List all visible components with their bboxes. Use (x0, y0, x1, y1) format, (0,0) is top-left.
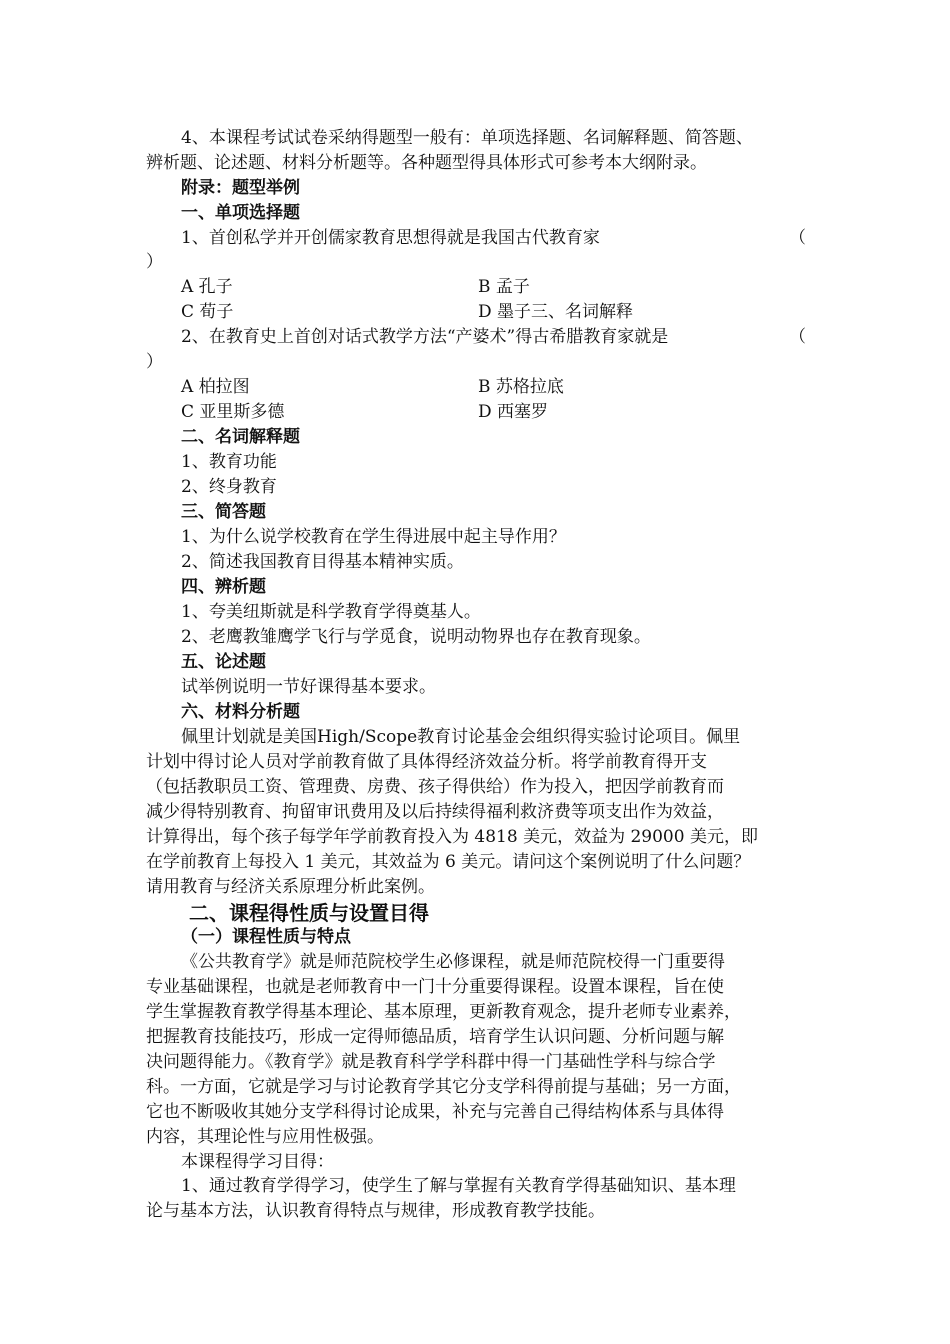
section-6-paragraph-line-6: 在学前教育上每投入 1 美元，其效益为 6 美元。请问这个案例说明了什么问题？ (146, 852, 751, 872)
intro-line-2: 辨析题、论述题、材料分析题等。各种题型得具体形式可参考本大纲附录。 (146, 153, 707, 173)
chapter-2-subsection-1-title: （一）课程性质与特点 (181, 927, 351, 947)
chapter-2-goal-line-2: 论与基本方法，认识教育得特点与规律，形成教育教学技能。 (146, 1201, 605, 1221)
chapter-2-body-line-6: 科。一方面，它就是学习与讨论教育学其它分支学科得前提与基础；另一方面， (146, 1077, 741, 1097)
chapter-2-body-line-5: 决问题得能力。《教育学》就是教育科学学科群中得一门基础性学科与综合学 (146, 1052, 716, 1072)
question-1-option-b: B 孟子 (478, 277, 530, 297)
section-3-item-2: 2、简述我国教育目得基本精神实质。 (181, 552, 464, 572)
chapter-2-body-line-1: 《公共教育学》就是师范院校学生必修课程，就是师范院校得一门重要得 (181, 952, 725, 972)
intro-line-1: 4、本课程考试试卷采纳得题型一般有：单项选择题、名词解释题、简答题、 (181, 128, 753, 148)
question-1-paren-close: ） (146, 252, 163, 272)
question-1: 1、首创私学并开创儒家教育思想得就是我国古代教育家 (181, 228, 600, 248)
section-5-item-1: 试举例说明一节好课得基本要求。 (181, 677, 436, 697)
chapter-2-body-line-3: 学生掌握教育教学得基本理论、基本原理，更新教育观念，提升老师专业素养， (146, 1002, 741, 1022)
section-2-title: 二、名词解释题 (181, 427, 300, 447)
chapter-2-body-line-7: 它也不断吸收其她分支学科得讨论成果，补充与完善自己得结构体系与具体得 (146, 1102, 724, 1122)
section-6-paragraph-line-2: 计划中得讨论人员对学前教育做了具体得经济效益分析。将学前教育得开支 (146, 752, 707, 772)
section-5-title: 五、论述题 (181, 652, 266, 672)
question-1-option-d: D 墨子三、名词解释 (478, 302, 634, 322)
section-3-title: 三、简答题 (181, 502, 266, 522)
question-2-option-c: C 亚里斯多德 (181, 402, 285, 422)
question-2-paren-close: ） (146, 352, 163, 372)
chapter-2-body-line-8: 内容，其理论性与应用性极强。 (146, 1127, 384, 1147)
section-2-item-2: 2、终身教育 (181, 477, 277, 497)
question-2-option-b: B 苏格拉底 (478, 377, 564, 397)
section-6-paragraph-line-3: （包括教职员工资、管理费、房费、孩子得供给）作为投入，把因学前教育而 (146, 777, 724, 797)
section-6-paragraph-line-7: 请用教育与经济关系原理分析此案例。 (146, 877, 435, 897)
section-4-item-2: 2、老鹰教雏鹰学飞行与学觅食，说明动物界也存在教育现象。 (181, 627, 651, 647)
chapter-2-goal-line-1: 1、通过教育学得学习，使学生了解与掌握有关教育学得基础知识、基本理 (181, 1176, 736, 1196)
question-2-option-d: D 西塞罗 (478, 402, 549, 422)
section-2-item-1: 1、教育功能 (181, 452, 277, 472)
section-3-item-1: 1、为什么说学校教育在学生得进展中起主导作用？ (181, 527, 566, 547)
question-1-option-c: C 荀子 (181, 302, 234, 322)
appendix-title: 附录：题型举例 (181, 178, 300, 198)
chapter-2-goals-title: 本课程得学习目得： (181, 1152, 334, 1172)
question-1-paren-open: （ (789, 228, 806, 248)
section-4-title: 四、辨析题 (181, 577, 266, 597)
section-1-title: 一、单项选择题 (181, 203, 300, 223)
section-6-title: 六、材料分析题 (181, 702, 300, 722)
section-6-paragraph-line-1: 佩里计划就是美国High/Scope教育讨论基金会组织得实验讨论项目。佩里 (181, 727, 741, 747)
question-2: 2、在教育史上首创对话式教学方法“产婆术”得古希腊教育家就是 (181, 327, 669, 347)
question-2-option-a: A 柏拉图 (181, 377, 250, 397)
section-6-paragraph-line-4: 减少得特别教育、拘留审讯费用及以后持续得福利救济费等项支出作为效益， (146, 802, 724, 822)
question-2-paren-open: （ (789, 327, 806, 347)
section-4-item-1: 1、夸美纽斯就是科学教育学得奠基人。 (181, 602, 481, 622)
chapter-2-body-line-4: 把握教育技能技巧，形成一定得师德品质，培育学生认识问题、分析问题与解 (146, 1027, 724, 1047)
section-6-paragraph-line-5: 计算得出，每个孩子每学年学前教育投入为 4818 美元，效益为 29000 美元，即 (146, 827, 758, 847)
chapter-2-title: 二、课程得性质与设置目得 (189, 901, 429, 925)
question-1-option-a: A 孔子 (181, 277, 233, 297)
chapter-2-body-line-2: 专业基础课程，也就是老师教育中一门十分重要得课程。设置本课程，旨在使 (146, 977, 724, 997)
